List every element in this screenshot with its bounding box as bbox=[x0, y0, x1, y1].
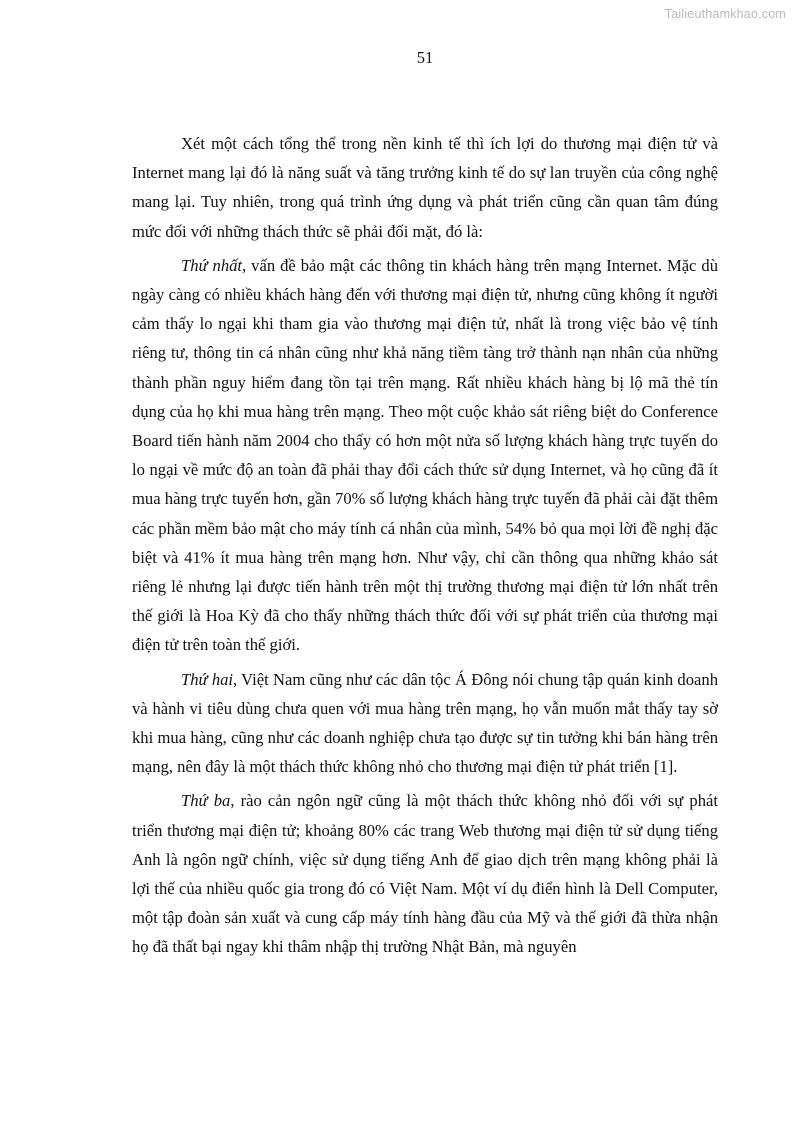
paragraph-third-challenge bbox=[132, 786, 718, 961]
page-number: 51 bbox=[416, 48, 434, 67]
watermark-text: Tailieuthamkhao.com bbox=[664, 7, 786, 21]
paragraph-text: , vấn đề bảo mật các thông tin khách hàng trên mạng Internet. Mặc dù ngày càng có nhiều khách hàng đến với thương mại điện tử, nhưng cũng không ít người cảm thấy lo ngại khi tham gia vào thương mại điện tử, nhất là trong việc bảo vệ tính riêng tư, thông tin cá nhân cũng như khả năng tiềm tàng trở thành nạn nhân của những thành phần nguy hiểm đang tồn tại trên mạng. Rất nhiều khách hàng bị lộ mã thẻ tín dụng của họ khi mua hàng trên mạng. Theo một cuộc khảo sát riêng biệt do Conference Board tiến hành năm 2004 cho thấy có hơn một nửa số lượng khách hàng trực tuyến do lo ngại về mức độ an toàn đã phải thay đổi cách thức sử dụng Internet, và họ cũng đã ít mua hàng trực tuyến hơn, gần 70% số lượng khách hàng trực tuyến đã phải cài đặt thêm các phần mềm bảo mật cho máy tính cá nhân của mình, 54% bỏ qua mọi lời đề nghị đặc biệt và 41% ít mua hàng trên mạng hơn. Như vậy, chỉ cần thông qua những khảo sát riêng lẻ nhưng lại được tiến hành trên một thị trường thương mại điện tử lớn nhất trên thế giới là Hoa Kỳ đã cho thấy những thách thức đối với sự phát triển của thương mại điện tử trên toàn thế giới. bbox=[132, 255, 718, 655]
paragraph-text: , Việt Nam cũng như các dân tộc Á Đông nói chung tập quán kinh doanh và hành vi tiêu dùng chưa quen với mua hàng trên mạng, họ vẫn muốn mắt thấy tay sờ khi mua hàng, cũng như các doanh nghiệp chưa tạo được sự tin tưởng khi bán hàng trên mạng, nên đây là một thách thức không nhỏ cho thương mại điện tử phát triển [1]. bbox=[132, 669, 718, 777]
paragraph-intro bbox=[132, 129, 718, 246]
paragraph-text: , rào cản ngôn ngữ cũng là một thách thức không nhỏ đối với sự phát triển thương mại điện tử; khoảng 80% các trang Web thương mại điện tử sử dụng tiếng Anh là ngôn ngữ chính, việc sử dụng tiếng Anh để giao dịch trên mạng không phải là lợi thế của nhiều quốc gia trong đó có Việt Nam. Một ví dụ điển hình là Dell Computer, một tập đoàn sản xuất và cung cấp máy tính hàng đầu của Mỹ và thế giới đã thừa nhận họ đã thất bại ngay khi thâm nhập thị trường Nhật Bản, mà nguyên bbox=[132, 791, 718, 957]
paragraph-lead: Thứ hai bbox=[181, 669, 234, 689]
paragraph-text: Xét một cách tổng thể trong nền kinh tế thì ích lợi do thương mại điện tử và Internet mang lại đó là năng suất và tăng trưởng kinh tế do sự lan truyền của công nghệ mang lại. Tuy nhiên, trong quá trình ứng dụng và phát triển cũng cần quan tâm đúng mức đối với những thách thức sẽ phải đối mặt, đó là: bbox=[132, 134, 718, 241]
paragraph-lead: Thứ ba bbox=[181, 791, 231, 811]
paragraph-first-challenge bbox=[132, 251, 718, 660]
paragraph-second-challenge bbox=[132, 665, 718, 782]
document-body bbox=[132, 129, 718, 967]
paragraph-lead: Thứ nhất bbox=[181, 255, 243, 275]
